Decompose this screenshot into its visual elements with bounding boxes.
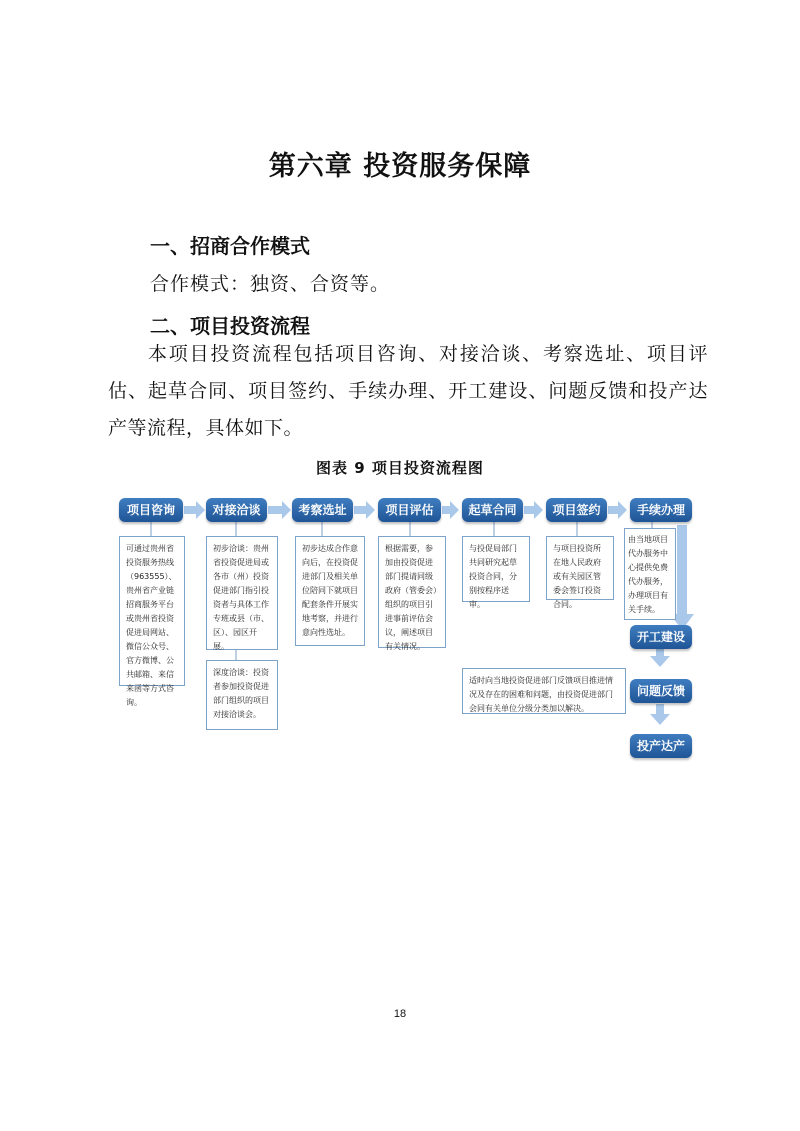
step-sign: 项目签约 [546, 498, 607, 522]
step-feedback: 问题反馈 [630, 679, 692, 703]
page-number: 18 [393, 1008, 407, 1020]
note-evaluate: 根据需要，参加由投资促进部门提请同级政府（管委会）组织的项目引进事前评估会议，阐述项目有关情况。 [378, 536, 446, 648]
note-draft-contract: 与投促局部门共同研究起草投资合同，分别按程序送审。 [462, 536, 530, 602]
step-site-selection: 考察选址 [292, 498, 353, 522]
section-heading-investment-process: 二、项目投资流程 [150, 314, 310, 338]
note-negotiate-initial: 初步洽谈：贵州省投资促进局或各市（州）投资促进部门指引投资者与具体工作专班或县（市、区）、园区开展。 [206, 536, 278, 650]
note-negotiate-deep: 深度洽谈：投资者参加投资促进部门组织的项目对接洽谈会。 [206, 660, 278, 730]
investment-mode-text: 合作模式：独资、合资等。 [150, 273, 391, 295]
arrow-6-7 [608, 501, 627, 519]
arrow-5-6 [524, 501, 543, 519]
note-consult: 可通过贵州省投资服务热线（963555）、贵州省产业链招商服务平台或贵州省投资促进局网站、微信公众号、官方微博、公共邮箱、来信来函等方式咨询。 [119, 536, 185, 686]
step-production: 投产达产 [630, 734, 692, 758]
note-feedback: 适时向当地投资促进部门反馈项目推进情况及存在的困难和问题，由投资促进部门会同有关单位分级分类加以解决。 [462, 668, 626, 714]
note-site-selection: 初步达成合作意向后，在投资促进部门及相关单位陪同下就项目配套条件开展实地考察，并进行意向性选址。 [295, 536, 365, 646]
chapter-title: 第六章 投资服务保障 [268, 151, 532, 182]
note-sign: 与项目投资所在地人民政府或有关园区管委会签订投资合同。 [546, 536, 614, 600]
arrow-8-9 [650, 648, 670, 667]
arrow-2-3 [268, 501, 291, 519]
step-procedures: 手续办理 [630, 498, 692, 522]
step-draft-contract: 起草合同 [462, 498, 523, 522]
arrow-1-2 [184, 501, 205, 519]
process-paragraph: 本项目投资流程包括项目咨询、对接洽谈、考察选址、项目评估、起草合同、项目签约、手续办理、开工建设、问题反馈和投产达产等流程，具体如下。 [108, 343, 708, 439]
arrow-3-4 [354, 501, 375, 519]
step-negotiate: 对接洽谈 [206, 498, 267, 522]
section-heading-investment-mode: 一、招商合作模式 [150, 234, 310, 258]
step-construction: 开工建设 [630, 625, 692, 649]
step-consult: 项目咨询 [119, 498, 183, 522]
arrow-4-5 [442, 501, 459, 519]
note-procedures: 由当地项目代办服务中心提供免费代办服务，办理项目有关手续。 [624, 528, 676, 620]
step-evaluate: 项目评估 [378, 498, 441, 522]
figure-caption: 图表 9 项目投资流程图 [316, 459, 484, 477]
arrow-9-10 [650, 704, 670, 725]
